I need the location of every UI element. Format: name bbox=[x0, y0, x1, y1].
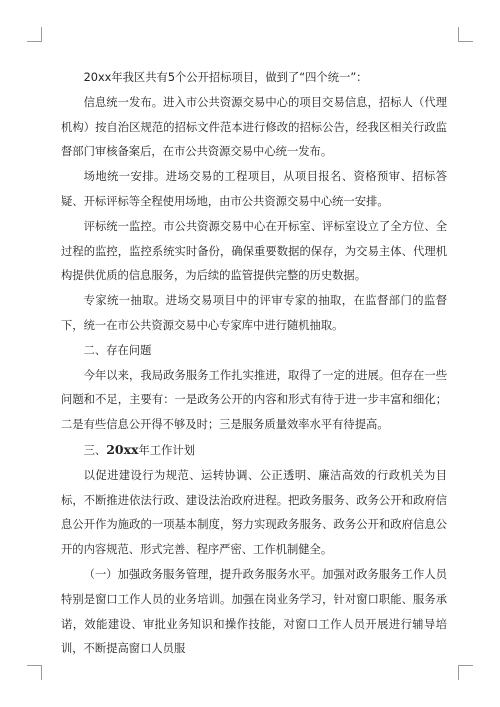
paragraph-venue-arrangement: 场地统一安排。进场交易的工程项目，从项目报名、资格预审、招标答疑、开标评标等全程使用场地，由市公共资源交易中心统一安排。 bbox=[61, 170, 447, 208]
heading-prefix: 三、 bbox=[83, 443, 107, 457]
crop-mark-bottom-right bbox=[458, 665, 473, 680]
document-body bbox=[61, 66, 447, 662]
paragraph-problems: 今年以来，我局政务服务工作扎实推进，取得了一定的进展。但存在一些问题和不足，主要有：一是政务公开的内容和形式有待于进一步丰富和细化；二是有些信息公开得不够及时；三是服务质量效率水平有待提高。 bbox=[61, 368, 447, 432]
paragraph-evaluation-monitoring: 评标统一监控。市公共资源交易中心在开标室、评标室设立了全方位、全过程的监控，监控系统实时备份，确保重要数据的保存，为交易主体、代理机构提供优质的信息服务，为后续的监管提供完整的历史数据。 bbox=[61, 219, 447, 283]
paragraph-expert-selection: 专家统一抽取。进场交易项目中的评审专家的抽取，在监督部门的监督下，统一在市公共资源交易中心专家库中进行随机抽取。 bbox=[61, 294, 447, 332]
heading-year: 20xx bbox=[106, 441, 139, 457]
paragraph-service-management: （一）加强政务服务管理，提升政务服务水平。加强对政务服务工作人员特别是窗口工作人员的业务培训。加强在岗业务学习，针对窗口职能、服务承诺，效能建设、审批业务知识和操作技能，对窗口工作人员开展进行辅导培训，不断提高窗口人员服 bbox=[61, 567, 447, 656]
paragraph-info-release: 信息统一发布。进入市公共资源交易中心的项目交易信息，招标人（代理机构）按自治区规范的招标文件范本进行修改的招标公告，经我区相关行政监督部门审核备案后，在市公共资源交易中心统一发布。 bbox=[61, 95, 447, 159]
crop-mark-top-left bbox=[27, 27, 42, 42]
crop-mark-top-right bbox=[458, 27, 473, 42]
heading-suffix: 年工作计划 bbox=[138, 443, 196, 457]
section-heading-problems: 二、存在问题 bbox=[83, 343, 152, 357]
paragraph-intro: 20xx年我区共有5个公开招标项目，做到了“四个统一”： bbox=[83, 71, 368, 84]
paragraph-work-goal: 以促进建设行为规范、运转协调、公正透明、廉洁高效的行政机关为目标，不断推进依法行政、建设法治政府进程。把政务服务、政务公开和政府信息公开作为施政的一项基本制度，努力实现政务服务、政务公开和政府信息公开的内容规范、形式完善、程序严密、工作机制健全。 bbox=[61, 468, 447, 557]
section-heading-work-plan bbox=[61, 438, 447, 464]
crop-mark-bottom-left bbox=[27, 665, 42, 680]
